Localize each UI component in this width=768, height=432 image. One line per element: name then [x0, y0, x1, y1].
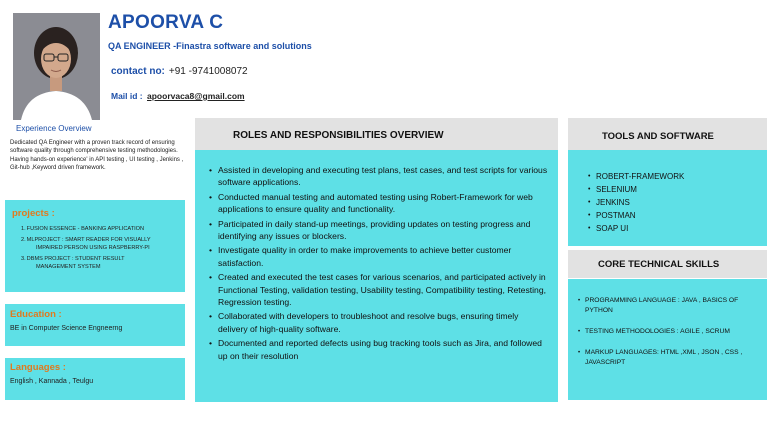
experience-title: Experience Overview [16, 124, 92, 133]
projects-title: projects : [12, 208, 55, 219]
core-skills-body [568, 279, 767, 400]
tools-header [568, 118, 767, 150]
profile-photo [13, 13, 100, 120]
tool-item: • ROBERT-FRAMEWORK [590, 170, 767, 183]
languages-text: English , Kannada , Teulgu [10, 378, 94, 385]
project-item: 1.FUSION ESSENCE - BANKING APPLICATION [21, 226, 145, 232]
core-skills-list [578, 296, 759, 368]
roles-body [195, 150, 558, 402]
roles-list [209, 164, 548, 362]
role-item: • Documented and reported defects using bug tracking tools such as Jira, and followed up on their resolution [209, 337, 548, 362]
role-item: • Collaborated with developers to troubleshoot and resolve bugs, ensuring timely delivery of high-quality software. [209, 310, 548, 335]
skill-item: • MARKUP LANGUAGES: HTML ,XML , JSON , CSS , JAVASCRIPT [578, 348, 759, 368]
tools-list [590, 170, 767, 235]
experience-text: Dedicated QA Engineer with a proven track record of ensuring software quality through comprehensive testing methodologies. Having hands-on experience' in API testing , UI testing , Jenkins , Git-hub ,Keyword driven framework. [10, 140, 184, 171]
tools-body [568, 150, 767, 246]
skill-item: • TESTING METHODOLOGIES : AGILE , SCRUM [578, 327, 759, 337]
contact-label: contact no: [111, 66, 165, 77]
education-title: Education : [10, 309, 62, 320]
contact-number [111, 66, 248, 77]
email-label: Mail id : [111, 91, 143, 101]
job-title: QA ENGINEER -Finastra software and solutions [108, 41, 312, 51]
role-item: • Conducted manual testing and automated testing using Robert-Framework for web applications to ensure quality and functionality. [209, 191, 548, 216]
core-skills-title: CORE TECHNICAL SKILLS [598, 259, 720, 270]
role-item: • Participated in daily stand-up meetings, providing updates on testing progress and identifying any issues or blockers. [209, 218, 548, 243]
email [111, 91, 245, 101]
role-item: • Assisted in developing and executing test plans, test cases, and test scripts for various software applications. [209, 164, 548, 189]
projects-list [12, 225, 185, 272]
tools-title: TOOLS AND SOFTWARE [602, 131, 714, 142]
education-text: BE in Computer Science Engneerng [10, 325, 123, 332]
languages-title: Languages : [10, 362, 66, 373]
roles-title: ROLES AND RESPONSIBILITIES OVERVIEW [233, 130, 444, 141]
roles-header [195, 118, 558, 150]
project-item: 3.DBMS PROJECT : STUDENT RESULT MANAGEMENT SYSTEM [21, 255, 125, 270]
role-item: • Investigate quality in order to make improvements to achieve better customer satisfaction. [209, 244, 548, 269]
candidate-name: APOORVA C [108, 12, 224, 33]
tool-item: • SELENIUM [590, 183, 767, 196]
skill-item: • PROGRAMMING LANGUAGE : JAVA , BASICS OF PYTHON [578, 296, 759, 316]
core-skills-header [568, 250, 767, 278]
email-link[interactable]: apoorvaca8@gmail.com [147, 91, 245, 101]
tool-item: • SOAP UI [590, 222, 767, 235]
tool-item: • POSTMAN [590, 209, 767, 222]
languages-section [5, 358, 185, 400]
project-item: 2.MLPROJECT : SMART READER FOR VISUALLY IMPAIRED PERSON USING RASPBERRY-PI [21, 236, 151, 251]
role-item: • Created and executed the test cases for various scenarios, and participated actively in Functional Testing, validation testing, Usability testing, Compatibility testing, Retesting, Regression testing. [209, 271, 548, 308]
tool-item: • JENKINS [590, 196, 767, 209]
education-section [5, 304, 185, 346]
projects-section [5, 200, 185, 292]
contact-value: +91 -9741008072 [168, 66, 248, 77]
